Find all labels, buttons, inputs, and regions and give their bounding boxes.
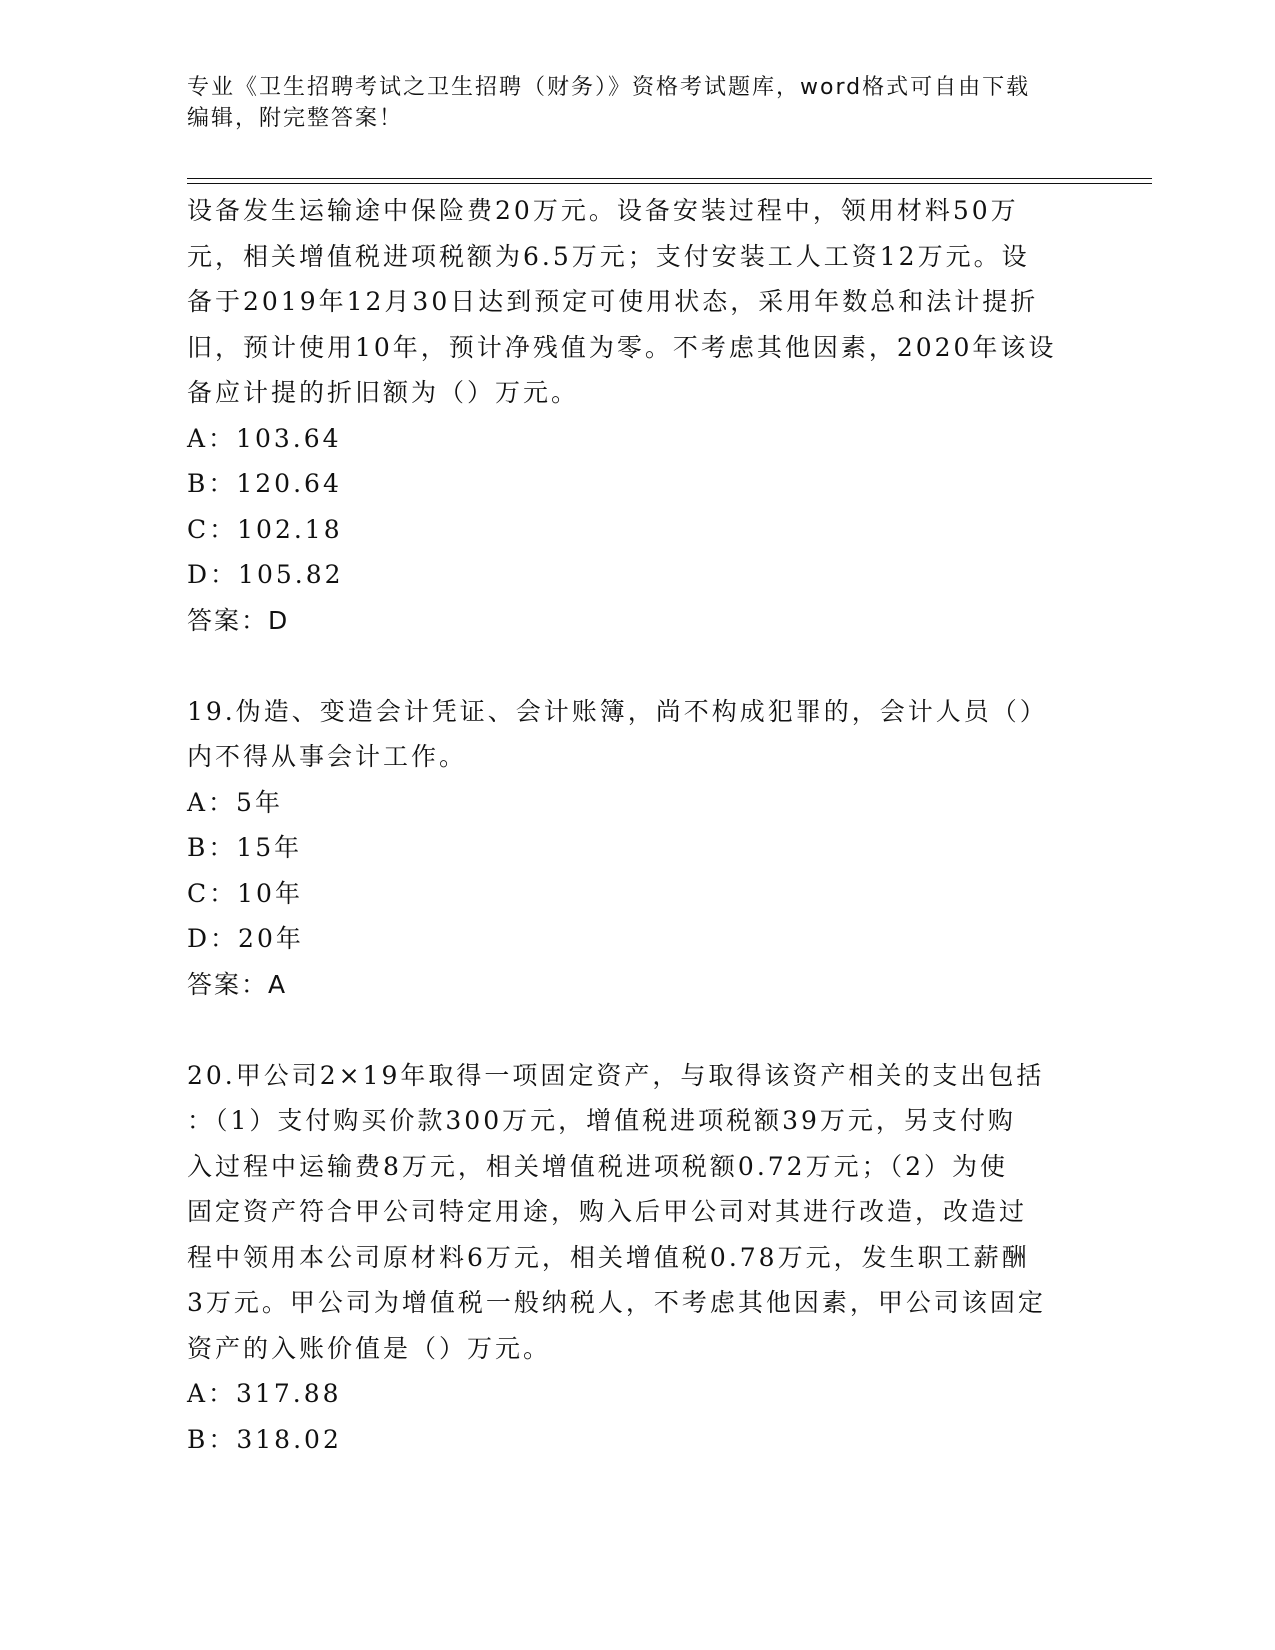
option-d: D：20年 [187, 924, 304, 953]
question-text-line: 程中领用本公司原材料6万元，相关增值税0.78万元，发生职工薪酬 [187, 1242, 1030, 1272]
question-text-line: 备应计提的折旧额为（）万元。 [187, 378, 580, 407]
answer: 答案：A [187, 969, 288, 999]
question-20 [187, 1053, 1087, 1463]
question-19 [187, 689, 1087, 1008]
option-c: C：102.18 [187, 514, 343, 544]
header-line: 专业《卫生招聘考试之卫生招聘（财务）》资格考试题库，word格式可自由下载 [187, 75, 1031, 100]
header-line: 编辑，附完整答案！ [187, 106, 404, 131]
header-divider [187, 178, 1152, 179]
question-text-line: 入过程中运输费8万元，相关增值税进项税额0.72万元；（2）为使 [187, 1151, 1008, 1181]
option-a: A：103.64 [187, 423, 342, 453]
header-divider [187, 183, 1152, 184]
option-a: A：317.88 [187, 1379, 342, 1408]
question-text-line: 内不得从事会计工作。 [187, 742, 468, 771]
question-text-line: 设备发生运输途中保险费20万元。设备安装过程中，领用材料50万 [187, 196, 1019, 225]
question-content [187, 188, 1087, 1462]
option-b: B：120.64 [187, 469, 342, 498]
question-text-line: 3万元。甲公司为增值税一般纳税人，不考虑其他因素，甲公司该固定 [187, 1288, 1046, 1317]
question-text-line: 旧，预计使用10年，预计净残值为零。不考虑其他因素，2020年该设 [187, 332, 1057, 362]
question-text-line: ：（1）支付购买价款300万元，增值税进项税额39万元，另支付购 [187, 1106, 1016, 1135]
option-b: B：318.02 [187, 1424, 342, 1454]
question-text-line: 固定资产符合甲公司特定用途，购入后甲公司对其进行改造，改造过 [187, 1197, 1028, 1226]
question-text-line: 备于2019年12月30日达到预定可使用状态，采用年数总和法计提折 [187, 287, 1039, 316]
option-a: A：5年 [187, 787, 283, 817]
option-b: B：15年 [187, 833, 303, 862]
question-text-line: 元，相关增值税进项税额为6.5万元；支付安装工人工资12万元。设 [187, 241, 1030, 271]
option-c: C：10年 [187, 878, 303, 908]
question-text-line: 资产的入账价值是（）万元。 [187, 1333, 552, 1363]
option-d: D：105.82 [187, 560, 344, 589]
question-text-line: 19.伪造、变造会计凭证、会计账簿，尚不构成犯罪的，会计人员（） [187, 696, 1048, 726]
question-text-line: 20.甲公司2×19年取得一项固定资产，与取得该资产相关的支出包括 [187, 1060, 1045, 1090]
question-18 [187, 188, 1087, 643]
document-header [187, 72, 1067, 134]
answer: 答案：D [187, 605, 290, 635]
